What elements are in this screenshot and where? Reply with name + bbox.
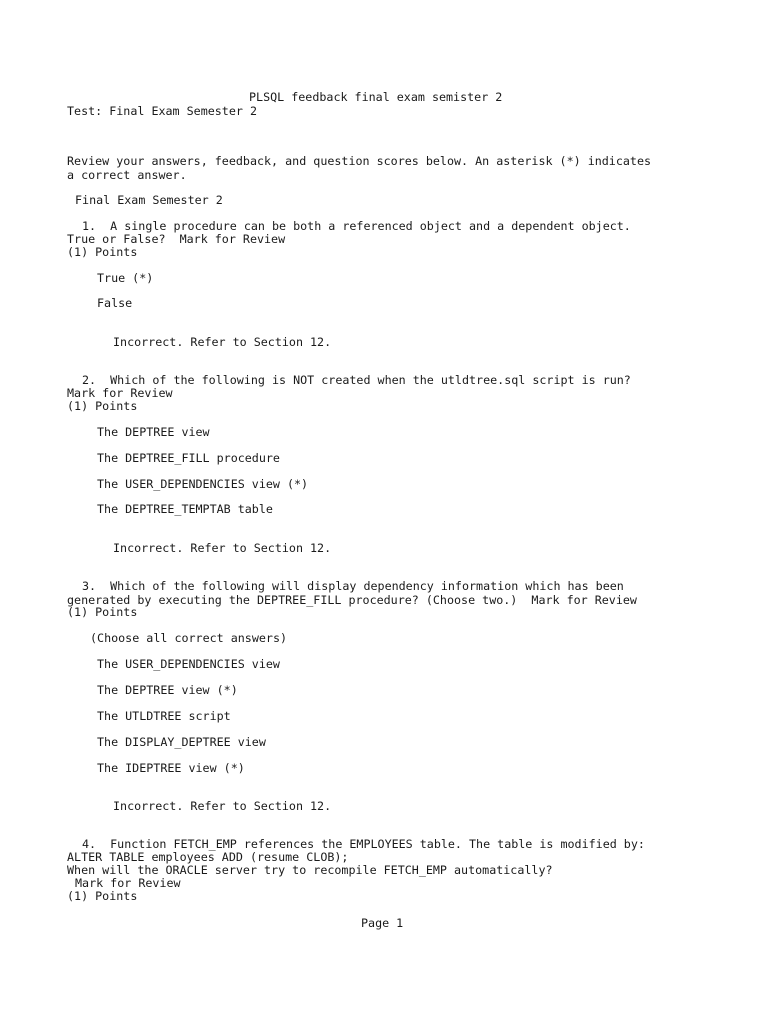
question-1-option-2: False (97, 296, 133, 310)
question-3-stem-line-1: 3. Which of the following will display dependency information which has been (82, 579, 624, 593)
question-4-stem-line-1: 4. Function FETCH_EMP references the EMPLOYEES table. The table is modified by: (82, 837, 645, 851)
question-3-points: (1) Points (67, 605, 138, 619)
question-2-option-3: The USER_DEPENDENCIES view (*) (97, 477, 309, 491)
question-3-option-1: The USER_DEPENDENCIES view (97, 657, 280, 671)
question-1-stem-line-2: True or False? Mark for Review (67, 232, 286, 246)
question-3-option-2: The DEPTREE view (*) (97, 683, 238, 697)
question-4-stem-line-3: When will the ORACLE server try to recompile FETCH_EMP automatically? (67, 863, 553, 877)
question-3-feedback: Incorrect. Refer to Section 12. (113, 799, 332, 813)
question-4-points: (1) Points (67, 889, 138, 903)
question-1-points: (1) Points (67, 245, 138, 259)
question-2-option-4: The DEPTREE_TEMPTAB table (97, 502, 273, 516)
question-2-option-2: The DEPTREE_FILL procedure (97, 451, 280, 465)
question-2-stem-line-2: Mark for Review (67, 386, 173, 400)
question-3-option-3: The UTLDTREE script (97, 709, 231, 723)
question-2-points: (1) Points (67, 399, 138, 413)
question-1-stem-line-1: 1. A single procedure can be both a referenced object and a dependent object. (82, 219, 631, 233)
question-1-option-1: True (*) (97, 271, 154, 285)
intro-text-line-1: Review your answers, feedback, and question scores below. An asterisk (*) indicates (67, 154, 652, 168)
question-3-option-4: The DISPLAY_DEPTREE view (97, 735, 266, 749)
question-2-feedback: Incorrect. Refer to Section 12. (113, 541, 332, 555)
question-1-feedback: Incorrect. Refer to Section 12. (113, 335, 332, 349)
question-2-option-1: The DEPTREE view (97, 425, 210, 439)
question-3-instruction: (Choose all correct answers) (90, 631, 288, 645)
question-3-stem-line-2: generated by executing the DEPTREE_FILL procedure? (Choose two.) Mark for Review (67, 593, 637, 607)
intro-text-line-2: a correct answer. (67, 168, 187, 182)
section-title: Final Exam Semester 2 (75, 193, 223, 207)
document-heading: PLSQL feedback final exam semister 2 (249, 90, 503, 104)
question-4-stem-line-2: ALTER TABLE employees ADD (resume CLOB); (67, 850, 349, 864)
question-4-stem-line-4: Mark for Review (75, 876, 181, 890)
question-3-option-5: The IDEPTREE view (*) (97, 761, 245, 775)
test-title: Test: Final Exam Semester 2 (67, 104, 257, 118)
page-number: Page 1 (361, 916, 404, 930)
question-2-stem-line-1: 2. Which of the following is NOT created when the utldtree.sql script is run? (82, 373, 631, 387)
